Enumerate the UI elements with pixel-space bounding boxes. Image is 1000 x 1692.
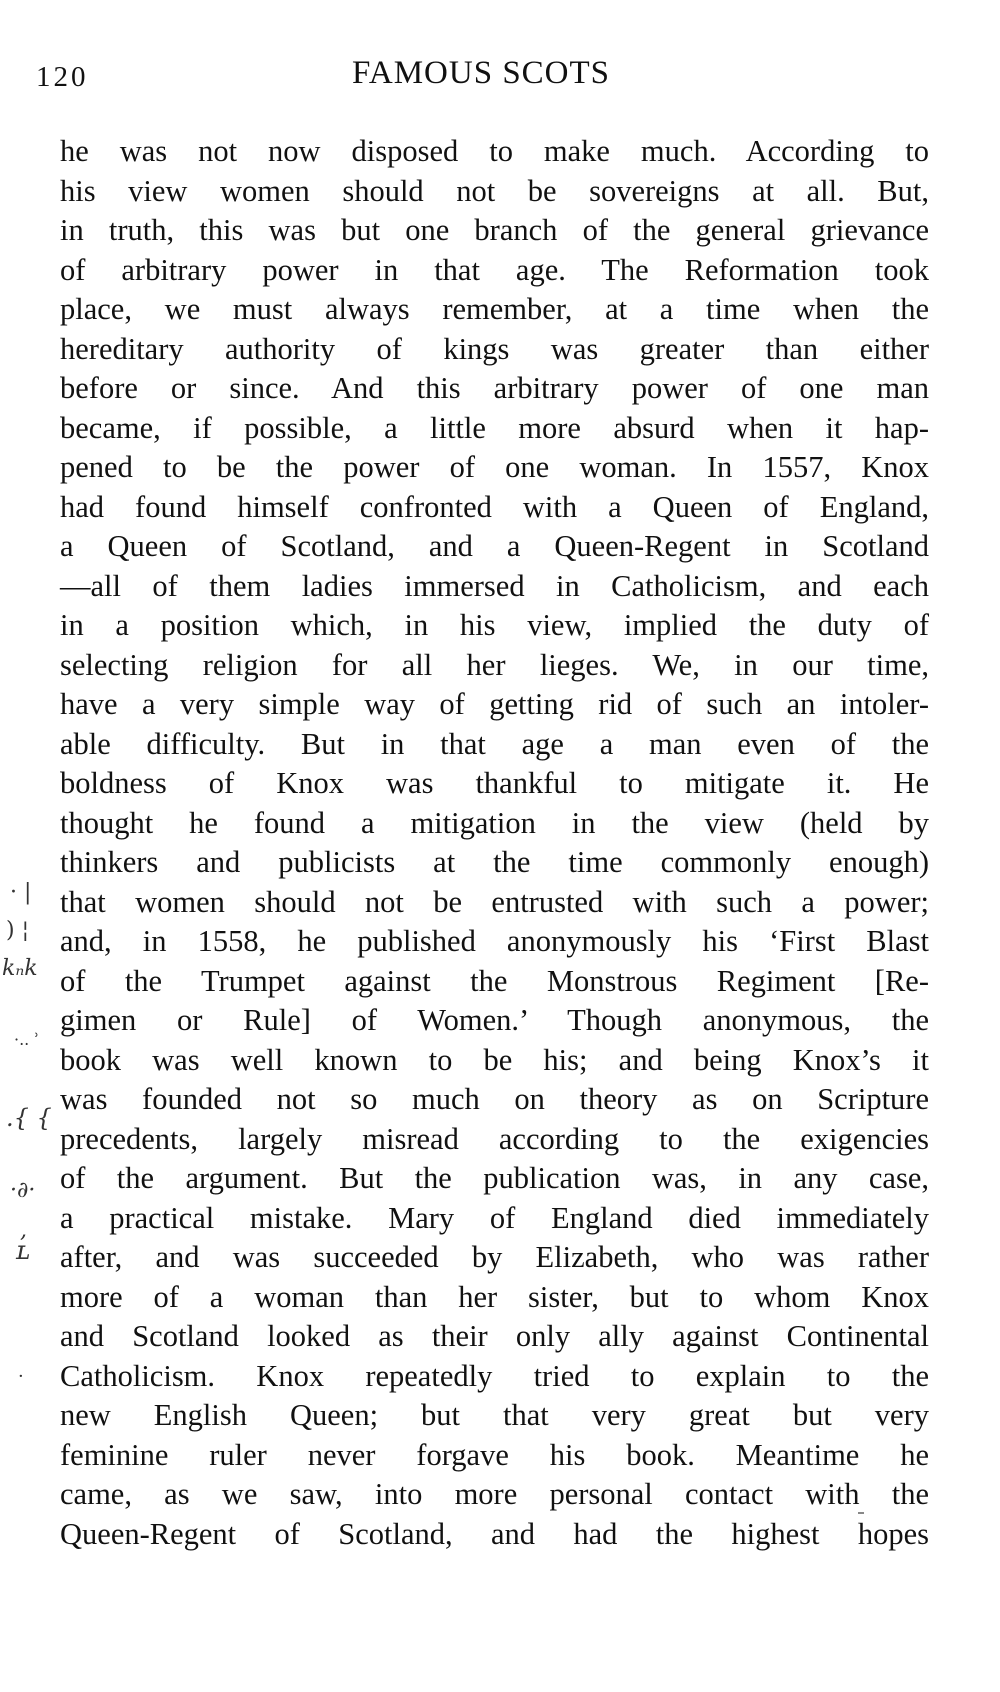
text-line: and Scotland looked as their only ally against Continental — [60, 1319, 929, 1353]
text-line: before or since. And this arbitrary power of one man — [60, 371, 929, 405]
text-line: hereditary authority of kings was greater than either — [60, 331, 929, 366]
text-line: in truth, this was but one branch of the general grievance — [60, 213, 929, 247]
pencil-mark: .{ { — [6, 1104, 52, 1132]
page-number: 120 — [36, 61, 89, 93]
pencil-mark: kₙk — [2, 956, 38, 981]
text-line: more of a woman than her sister, but to whom Knox — [60, 1279, 929, 1314]
text-line: of arbitrary power in that age. The Reformation took — [60, 252, 929, 287]
text-line: pened to be the power of one woman. In 1557, Knox — [60, 450, 929, 484]
pencil-mark: · — [18, 1366, 24, 1387]
text-line: have a very simple way of getting rid of such an intoler- — [60, 687, 929, 721]
text-line: of the argument. But the publication was, in any case, — [60, 1161, 929, 1195]
text-line: precedents, largely misread according to the exigencies — [60, 1121, 929, 1156]
text-line: was founded not so much on theory as on Scripture — [60, 1082, 929, 1116]
text-line: a Queen of Scotland, and a Queen-Regent in Scotland — [60, 529, 929, 563]
text-line: book was well known to be his; and being Knox’s it — [60, 1042, 929, 1077]
text-line: became, if possible, a little more absurd when it hap- — [60, 410, 929, 445]
text-line: came, as we saw, into more personal contact with the — [60, 1477, 929, 1511]
text-line: his view women should not be sovereigns at all. But, — [60, 173, 929, 208]
pencil-mark: ·∂· — [10, 1178, 36, 1203]
running-title: FAMOUS SCOTS — [351, 55, 611, 91]
text-line: feminine ruler never forgave his book. Meantime he — [60, 1437, 929, 1472]
text-line: boldness of Knox was thankful to mitigate it. He — [60, 766, 929, 800]
text-line: he was not now disposed to make much. According to — [60, 134, 929, 168]
text-line: thought he found a mitigation in the view (held by — [60, 805, 929, 840]
pencil-mark: ) ¦ — [6, 918, 29, 943]
text-line: of the Trumpet against the Monstrous Regiment [Re- — [60, 963, 929, 998]
text-line: new English Queen; but that very great but very — [60, 1398, 929, 1432]
margin-pencil-marks — [0, 0, 60, 1692]
text-line: thinkers and publicists at the time commonly enough) — [60, 845, 929, 879]
text-line: after, and was succeeded by Elizabeth, who was rather — [60, 1240, 929, 1274]
text-line: selecting religion for all her lieges. We, in our time, — [60, 647, 929, 682]
text-line: Queen-Regent of Scotland, and had the highest hopes — [60, 1516, 929, 1551]
text-line: a practical mistake. Mary of England died immediately — [60, 1200, 929, 1235]
text-line: Catholicism. Knox repeatedly tried to explain to the — [60, 1358, 929, 1393]
pencil-mark: ʟ — [16, 1236, 31, 1266]
text-line: able difficulty. But in that age a man even of the — [60, 726, 929, 761]
text-line: place, we must always remember, at a time when the — [60, 292, 929, 326]
text-line: and, in 1558, he published anonymously his ‘First Blast — [60, 924, 929, 958]
text-line: in a position which, in his view, implied the duty of — [60, 608, 929, 642]
text-line: had found himself confronted with a Queen of England, — [60, 489, 929, 524]
pencil-mark: , — [20, 1218, 27, 1243]
running-head — [36, 55, 926, 95]
body-text — [60, 132, 929, 1554]
text-line: that women should not be entrusted with such a power; — [60, 884, 929, 919]
pencil-mark: · | — [10, 880, 32, 905]
text-line: gimen or Rule] of Women.’ Though anonymous, the — [60, 1003, 929, 1037]
pencil-mark: ·.. ʾ — [14, 1030, 40, 1049]
text-line: —all of them ladies immersed in Catholicism, and each — [60, 568, 929, 603]
